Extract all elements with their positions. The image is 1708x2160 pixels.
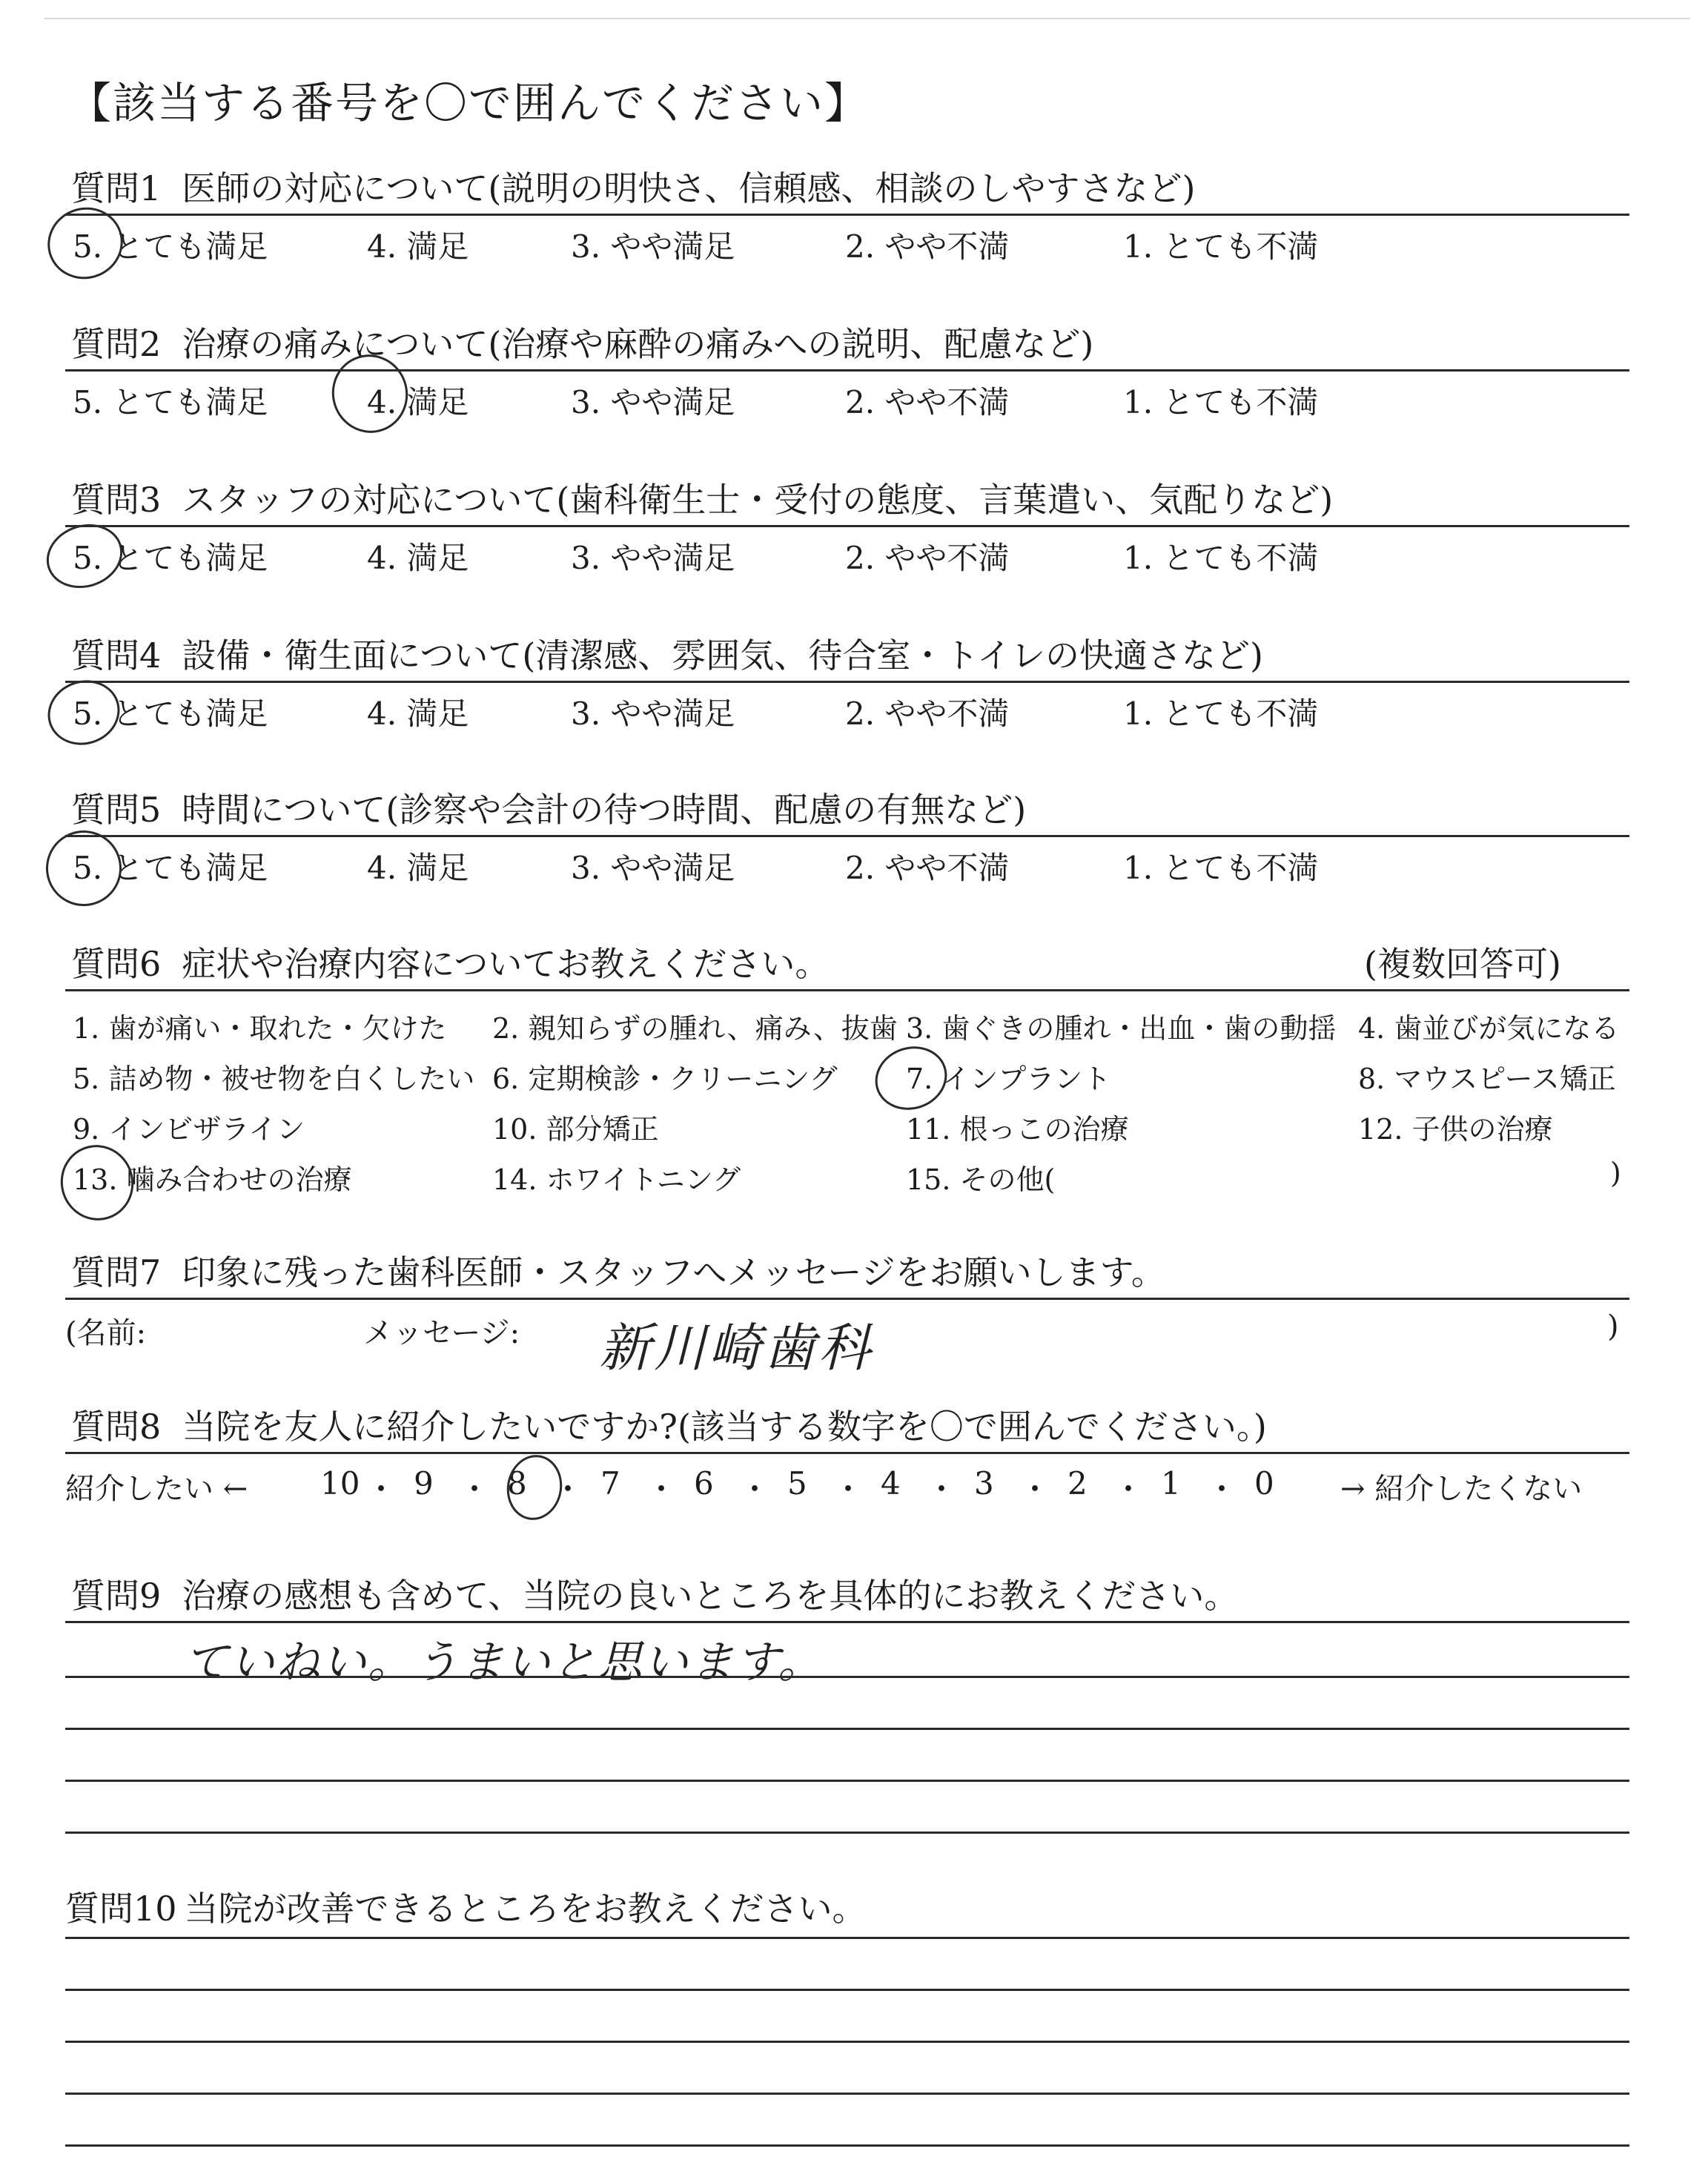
scan-edge-line xyxy=(44,18,1690,19)
q5-option-4[interactable]: 4. 満足 xyxy=(367,850,469,886)
question-5-heading xyxy=(71,783,1026,832)
question-9-rule xyxy=(65,1621,1629,1623)
scale-separator: ・ xyxy=(1019,1471,1051,1507)
q7-close-paren: ) xyxy=(1607,1309,1619,1344)
question-1-label: 質問1 xyxy=(71,168,162,208)
q2-option-2[interactable]: 2. やや不満 xyxy=(845,384,1010,420)
q1-option-5[interactable]: 5. とても満足 xyxy=(73,228,268,265)
question-7-heading xyxy=(71,1246,1165,1295)
q4-option-2[interactable]: 2. やや不満 xyxy=(845,696,1010,732)
question-6-note: (複数回答可) xyxy=(1364,944,1561,984)
question-2-heading xyxy=(71,317,1093,366)
question-2-text: 治療の痛みについて(治療や麻酔の痛みへの説明、配慮など) xyxy=(182,324,1094,364)
question-8-text: 当院を友人に紹介したいですか?(該当する数字を〇で囲んでください。) xyxy=(182,1407,1267,1447)
answer-line-q10-1 xyxy=(65,1937,1629,1939)
scale-value-0[interactable]: 0 xyxy=(1254,1465,1274,1502)
scale-value-5[interactable]: 5 xyxy=(787,1465,807,1502)
question-6-label: 質問6 xyxy=(71,944,162,984)
q6-option-5[interactable]: 5. 詰め物・被せ物を白くしたい xyxy=(73,1063,475,1095)
q5-option-2[interactable]: 2. やや不満 xyxy=(845,850,1010,886)
q6-option-3[interactable]: 3. 歯ぐきの腫れ・出血・歯の動揺 xyxy=(906,1012,1337,1045)
question-4-text: 設備・衛生面について(清潔感、雰囲気、待合室・トイレの快適さなど) xyxy=(182,635,1263,676)
question-8-label: 質問8 xyxy=(71,1407,162,1447)
scale-separator: ・ xyxy=(646,1471,678,1507)
question-10-text: 当院が改善できるところをお教えください。 xyxy=(184,1889,867,1929)
q3-option-1[interactable]: 1. とても不満 xyxy=(1123,540,1319,576)
q4-option-4[interactable]: 4. 満足 xyxy=(367,696,469,732)
scale-value-10[interactable]: 10 xyxy=(320,1465,360,1502)
question-7-text: 印象に残った歯科医師・スタッフへメッセージをお願いします。 xyxy=(182,1252,1165,1292)
q5-option-3[interactable]: 3. やや満足 xyxy=(571,850,735,886)
question-8-rule xyxy=(65,1452,1629,1454)
scale-separator: ・ xyxy=(365,1471,397,1507)
q3-option-5[interactable]: 5. とても満足 xyxy=(73,540,268,576)
q6-option-4[interactable]: 4. 歯並びが気になる xyxy=(1358,1012,1620,1045)
question-4-rule xyxy=(65,681,1629,683)
question-10-label: 質問10 xyxy=(65,1889,177,1929)
name-label: (名前: xyxy=(65,1316,147,1350)
scale-separator: ・ xyxy=(739,1471,771,1507)
question-5-rule xyxy=(65,835,1629,837)
question-8-heading xyxy=(71,1400,1267,1449)
question-9-heading xyxy=(71,1569,1238,1618)
scale-value-4[interactable]: 4 xyxy=(881,1465,901,1502)
q6-option-1[interactable]: 1. 歯が痛い・取れた・欠けた xyxy=(73,1012,447,1045)
scale-value-2[interactable]: 2 xyxy=(1068,1465,1088,1502)
q1-option-2[interactable]: 2. やや不満 xyxy=(845,228,1010,265)
q6-option-10[interactable]: 10. 部分矯正 xyxy=(492,1113,659,1146)
q6-option-6[interactable]: 6. 定期検診・クリーニング xyxy=(492,1063,838,1095)
question-9-label: 質問9 xyxy=(71,1576,162,1616)
question-7-label: 質問7 xyxy=(71,1252,162,1292)
question-2-label: 質問2 xyxy=(71,324,162,364)
q3-option-4[interactable]: 4. 満足 xyxy=(367,540,469,576)
question-3-rule xyxy=(65,525,1629,527)
q3-option-2[interactable]: 2. やや不満 xyxy=(845,540,1010,576)
scale-value-6[interactable]: 6 xyxy=(694,1465,714,1502)
handwritten-answer-q9[interactable]: ていねい。うまいと思います。 xyxy=(184,1636,824,1688)
answer-line-q10-4 xyxy=(65,2093,1629,2095)
q6-option-13[interactable]: 13. 噛み合わせの治療 xyxy=(73,1163,352,1196)
q6-option-8[interactable]: 8. マウスピース矯正 xyxy=(1358,1063,1616,1095)
q1-option-3[interactable]: 3. やや満足 xyxy=(571,228,735,265)
question-6-rule xyxy=(65,989,1629,991)
question-3-label: 質問3 xyxy=(71,480,162,520)
q6-option-15-close-paren: ) xyxy=(1610,1157,1621,1189)
q3-option-3[interactable]: 3. やや満足 xyxy=(571,540,735,576)
question-5-label: 質問5 xyxy=(71,790,162,830)
q4-option-1[interactable]: 1. とても不満 xyxy=(1123,696,1319,732)
q2-option-3[interactable]: 3. やや満足 xyxy=(571,384,735,420)
question-3-text: スタッフの対応について(歯科衛生士・受付の態度、言葉遣い、気配りなど) xyxy=(182,480,1334,520)
question-4-heading xyxy=(71,629,1263,678)
q2-option-4[interactable]: 4. 満足 xyxy=(367,384,469,420)
scale-separator: ・ xyxy=(552,1471,584,1507)
scale-value-7[interactable]: 7 xyxy=(600,1465,620,1502)
question-1-text: 医師の対応について(説明の明快さ、信頼感、相談のしやすさなど) xyxy=(182,168,1196,208)
q6-option-7[interactable]: 7. インプラント xyxy=(906,1063,1111,1095)
q5-option-1[interactable]: 1. とても不満 xyxy=(1123,850,1319,886)
question-2-rule xyxy=(65,369,1629,371)
q5-option-5[interactable]: 5. とても満足 xyxy=(73,850,268,886)
q1-option-1[interactable]: 1. とても不満 xyxy=(1123,228,1319,265)
q6-option-12[interactable]: 12. 子供の治療 xyxy=(1358,1113,1553,1146)
q4-option-3[interactable]: 3. やや満足 xyxy=(571,696,735,732)
q6-option-14[interactable]: 14. ホワイトニング xyxy=(492,1163,741,1196)
scale-separator: ・ xyxy=(1206,1471,1238,1507)
question-9-text: 治療の感想も含めて、当院の良いところを具体的にお教えください。 xyxy=(182,1576,1239,1616)
q2-option-1[interactable]: 1. とても不満 xyxy=(1123,384,1319,420)
message-label: メッセージ: xyxy=(363,1316,520,1350)
answer-line-3 xyxy=(65,1780,1629,1782)
answer-line-4 xyxy=(65,1832,1629,1834)
question-3-heading xyxy=(71,473,1333,522)
handwritten-message[interactable]: 新川崎歯科 xyxy=(599,1318,873,1378)
question-5-text: 時間について(診察や会計の待つ時間、配慮の有無など) xyxy=(182,790,1027,830)
question-1-heading xyxy=(71,162,1195,211)
q1-option-4[interactable]: 4. 満足 xyxy=(367,228,469,265)
instruction-title: 【該当する番号を〇で囲んでください】 xyxy=(68,78,870,128)
q6-option-15[interactable]: 15. その他( xyxy=(906,1163,1056,1196)
question-6-heading xyxy=(71,937,829,986)
q6-option-2[interactable]: 2. 親知らずの腫れ、痛み、抜歯 xyxy=(492,1012,898,1045)
answer-line-q10-2 xyxy=(65,1989,1629,1991)
question-7-rule xyxy=(65,1298,1629,1300)
q6-option-11[interactable]: 11. 根っこの治療 xyxy=(906,1113,1129,1146)
answer-line-q10-3 xyxy=(65,2041,1629,2043)
scale-right-label: → 紹介したくない xyxy=(1340,1472,1583,1506)
scale-separator: ・ xyxy=(926,1471,958,1507)
scale-value-3[interactable]: 3 xyxy=(974,1465,994,1502)
scale-separator: ・ xyxy=(1113,1471,1145,1507)
scale-separator: ・ xyxy=(833,1471,864,1507)
question-4-label: 質問4 xyxy=(71,635,162,676)
scale-value-8[interactable]: 8 xyxy=(507,1465,527,1502)
q6-option-9[interactable]: 9. インビザライン xyxy=(73,1113,305,1146)
question-6-text: 症状や治療内容についてお教えください。 xyxy=(182,944,830,984)
scale-left-label: 紹介したい ← xyxy=(65,1472,248,1506)
question-10-heading xyxy=(65,1882,867,1931)
q4-option-5[interactable]: 5. とても満足 xyxy=(73,696,268,732)
answer-line-q10-5 xyxy=(65,2144,1629,2147)
answer-line-2 xyxy=(65,1728,1629,1730)
answer-line-1 xyxy=(65,1676,1629,1678)
scale-value-1[interactable]: 1 xyxy=(1161,1465,1181,1502)
scale-value-9[interactable]: 9 xyxy=(414,1465,434,1502)
question-1-rule xyxy=(65,214,1629,216)
scale-separator: ・ xyxy=(459,1471,491,1507)
q2-option-5[interactable]: 5. とても満足 xyxy=(73,384,268,420)
